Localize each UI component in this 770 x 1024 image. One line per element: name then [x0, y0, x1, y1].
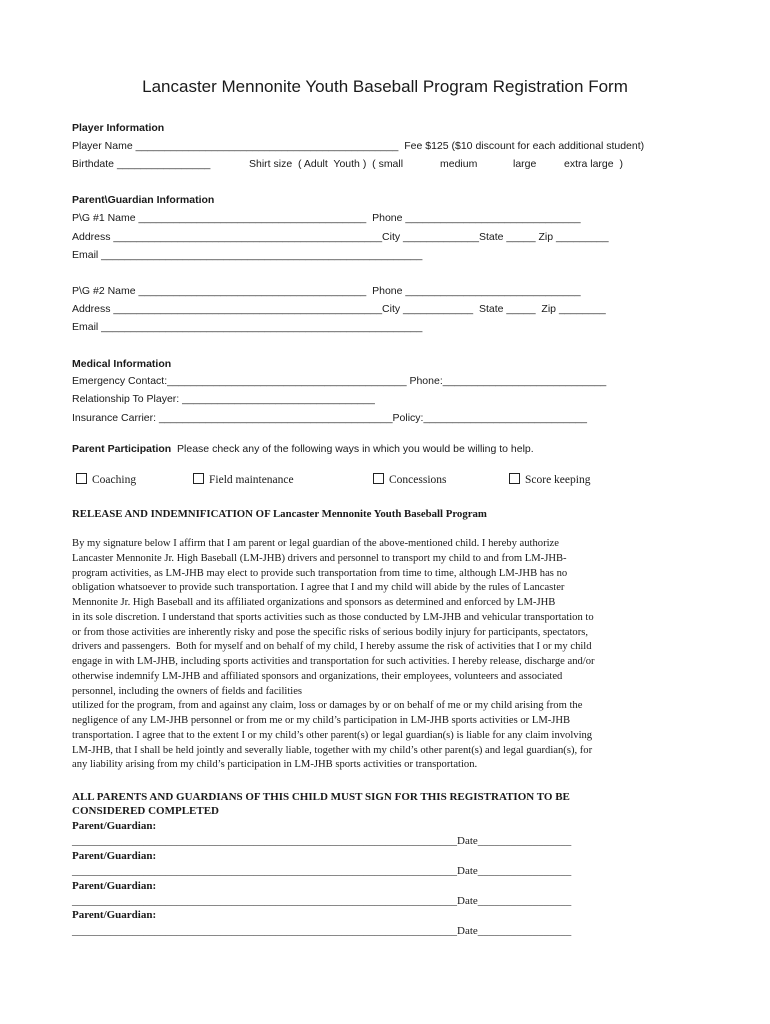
- participation-prompt: [72, 443, 534, 455]
- signature-heading-line1: ALL PARENTS AND GUARDIANS OF THIS CHILD MUST SIGN FOR THIS REGISTRATION TO BE: [72, 791, 570, 803]
- birthdate-field[interactable]: Birthdate ________________: [72, 158, 211, 170]
- insurance-field[interactable]: Insurance Carrier: ________________________________________Policy:____________________________: [72, 412, 587, 424]
- release-line: Lancaster Mennonite Jr. High Baseball (LM-JHB) drivers and personnel to transport my child to and from LM-JHB-: [72, 552, 567, 564]
- relationship-field[interactable]: Relationship To Player: _________________________________: [72, 393, 375, 405]
- pg1-address-field[interactable]: Address ______________________________________________City _____________State _____ Zip _________: [72, 231, 609, 243]
- release-line: personnel, including the owners of fields and facilities: [72, 685, 303, 697]
- release-line: transportation. I agree that to the extent I or my child’s other parent(s) or legal guardian(s) is liable for any claim involving: [72, 729, 593, 741]
- checkbox-label: Score keeping: [525, 474, 591, 486]
- parent-info-heading: Parent\Guardian Information: [72, 194, 215, 206]
- guardian-label-4: Parent/Guardian:: [72, 909, 157, 921]
- release-line: engage in with LM-JHB, including sports activities and transportation for such activities. I hereby release, discharge and/or: [72, 656, 595, 667]
- guardian-label-1: Parent/Guardian:: [72, 820, 157, 832]
- shirt-size-medium[interactable]: medium: [440, 158, 478, 170]
- release-line: in its sole discretion. I understand that sports activities such as those conducted by LM-JHB and vehicular transportation to: [72, 611, 594, 623]
- signature-heading-line2: CONSIDERED COMPLETED: [72, 805, 219, 817]
- guardian-label-3: Parent/Guardian:: [72, 880, 157, 892]
- guardian-signature-line-3[interactable]: ______________________________________________________________________Date_________________: [72, 895, 572, 907]
- form-title: Lancaster Mennonite Youth Baseball Program Registration Form: [142, 77, 628, 96]
- participation-text: Please check any of the following ways in which you would be willing to help.: [177, 443, 534, 455]
- shirt-size-extra-large[interactable]: extra large ): [564, 158, 623, 170]
- release-line: or from those activities are inherently risky and pose the specific risks of serious bodily injury for participants, spectators,: [72, 626, 589, 638]
- checkbox-box[interactable]: [76, 473, 87, 484]
- pg2-address-field[interactable]: Address ______________________________________________City ____________ State _____ Zip ________: [72, 303, 606, 315]
- checkbox-label: Concessions: [389, 474, 447, 486]
- checkbox-box[interactable]: [193, 473, 204, 484]
- pg2-name-phone-field[interactable]: P\G #2 Name _______________________________________ Phone ______________________________: [72, 285, 581, 297]
- checkbox-concessions[interactable]: [373, 473, 447, 486]
- release-line: utilized for the program, from and against any claim, loss or damages by or on behalf of me or my child arising from the: [72, 700, 583, 712]
- release-line: negligence of any LM-JHB personnel or from me or my child’s participation in LM-JHB sports activities or LM-JHB: [72, 715, 571, 726]
- player-info-heading: Player Information: [72, 122, 165, 134]
- player-name-field[interactable]: Player Name _____________________________________________ Fee $125 ($10 discount for each additional student): [72, 140, 645, 152]
- release-line: obligation whatsoever to provide such transportation. I agree that I and my child will abide by the rules of Lancaster: [72, 582, 565, 594]
- release-heading: RELEASE AND INDEMNIFICATION OF Lancaster Mennonite Youth Baseball Program: [72, 508, 487, 520]
- checkbox-box[interactable]: [373, 473, 384, 484]
- guardian-signature-line-1[interactable]: ______________________________________________________________________Date_________________: [72, 835, 572, 847]
- guardian-label-2: Parent/Guardian:: [72, 850, 157, 862]
- emergency-contact-field[interactable]: Emergency Contact:_________________________________________ Phone:____________________________: [72, 375, 607, 387]
- release-line: program activities, as LM-JHB may elect to provide such transportation from time to time, although LM-JHB has no: [72, 567, 568, 579]
- guardian-signature-line-2[interactable]: ______________________________________________________________________Date_________________: [72, 865, 572, 877]
- release-line: otherwise indemnify LM-JHB and affiliated sponsors and organizations, their employees, volunteers and associated: [72, 670, 563, 682]
- shirt-size-large[interactable]: large: [513, 158, 537, 170]
- release-line: By my signature below I affirm that I am parent or legal guardian of the above-mentioned child. I hereby authorize: [72, 538, 559, 549]
- participation-heading: Parent Participation: [72, 443, 172, 455]
- release-line: drivers and passengers. Both for myself and on behalf of my child, I hereby assume the risk of activities that I or my child: [72, 641, 592, 653]
- pg1-name-phone-field[interactable]: P\G #1 Name _______________________________________ Phone ______________________________: [72, 212, 581, 224]
- release-line: LM-JHB, that I shall be held jointly and severally liable, together with my child’s other parent(s) and legal guardian(s), for: [72, 744, 593, 756]
- pg1-email-field[interactable]: Email _______________________________________________________: [72, 249, 423, 261]
- release-line: Mennonite Jr. High Baseball and its affiliated organizations and sponsors as determined and enforced by LM-JHB: [72, 597, 556, 608]
- checkbox-box[interactable]: [509, 473, 520, 484]
- checkbox-coaching[interactable]: [76, 473, 136, 486]
- checkbox-label: Coaching: [92, 474, 137, 486]
- checkbox-label: Field maintenance: [209, 474, 294, 486]
- release-line: any liability arising from my child’s participation in LM-JHB sports activities or transportation.: [72, 759, 478, 771]
- guardian-signature-line-4[interactable]: ______________________________________________________________________Date_________________: [72, 925, 572, 937]
- checkbox-field-maintenance[interactable]: [193, 473, 294, 486]
- pg2-email-field[interactable]: Email _______________________________________________________: [72, 321, 423, 333]
- shirt-size-label: Shirt size ( Adult Youth ) ( small: [249, 158, 404, 170]
- checkbox-score-keeping[interactable]: [509, 473, 590, 486]
- medical-info-heading: Medical Information: [72, 358, 172, 370]
- release-body: [72, 537, 712, 773]
